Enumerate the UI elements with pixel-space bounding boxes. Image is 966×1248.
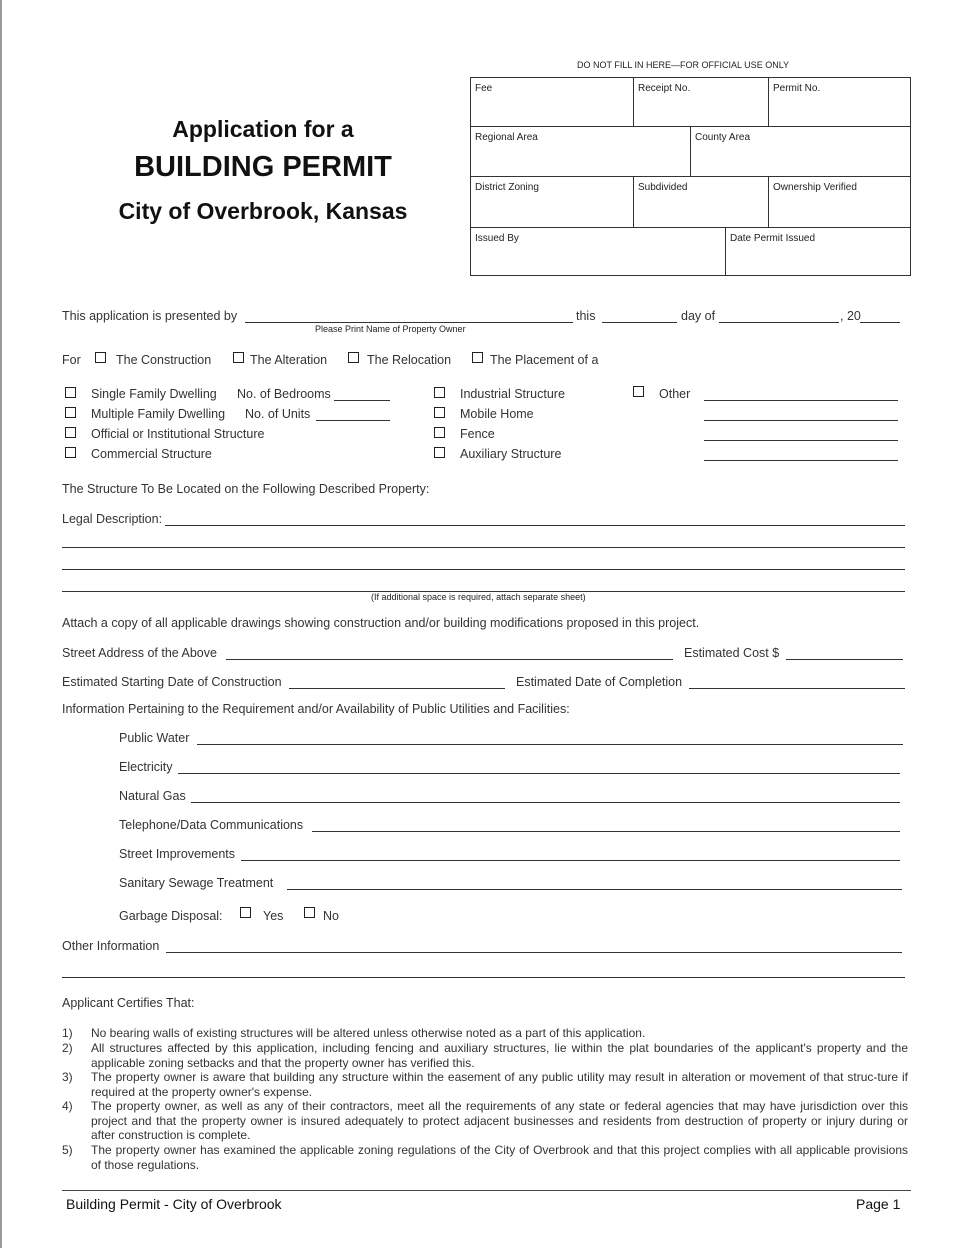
day-of-label: day of [681,309,716,323]
official-use-heading: DO NOT FILL IN HERE—FOR OFFICIAL USE ONLY [577,60,790,70]
bedrooms-field[interactable] [334,400,390,401]
estimated-cost-label: Estimated Cost $ [684,646,780,660]
garbage-yes-checkbox[interactable] [240,907,251,918]
industrial-checkbox[interactable] [434,387,445,398]
property-heading: The Structure To Be Located on the Following Described Property: [62,482,430,496]
placement-label: The Placement of a [490,353,599,367]
ownership-verified-cell: Ownership Verified [773,182,857,193]
title-line-1: Application for a [172,116,354,142]
garbage-no-label: No [323,909,339,923]
auxiliary-label: Auxiliary Structure [460,447,562,461]
telephone-field[interactable] [312,831,900,832]
permit-no-cell: Permit No. [773,83,821,94]
other-field-1[interactable] [704,400,898,401]
title-line-2: BUILDING PERMIT [134,151,392,183]
for-label: For [62,353,81,367]
bedrooms-label: No. of Bedrooms [237,387,331,401]
owner-name-hint: Please Print Name of Property Owner [315,324,466,334]
telephone-label: Telephone/Data Communications [119,818,304,832]
industrial-label: Industrial Structure [460,387,565,401]
date-permit-issued-cell: Date Permit Issued [730,233,816,244]
cert-item-3 [62,1070,908,1099]
public-water-field[interactable] [197,744,903,745]
other-information-label: Other Information [62,939,160,953]
certifies-heading: Applicant Certifies That: [62,996,195,1010]
street-address-label: Street Address of the Above [62,646,217,660]
official-structure-label: Official or Institutional Structure [91,427,265,441]
electricity-label: Electricity [119,760,173,774]
issued-by-cell: Issued By [475,233,519,244]
fence-checkbox[interactable] [434,427,445,438]
commercial-checkbox[interactable] [65,447,76,458]
utilities-heading: Information Pertaining to the Requirement and/or Availability of Public Utilities and Facilities: [62,702,570,716]
completion-date-field[interactable] [689,688,905,689]
start-date-field[interactable] [289,688,505,689]
legal-description-field-2[interactable] [62,547,905,548]
single-family-checkbox[interactable] [65,387,76,398]
garbage-yes-label: Yes [263,909,284,923]
cert-text: The property owner is aware that building any structure within the easement of any public utility may result in alteration or movement of that struc-ture if required at the property owner's expense. [91,1070,908,1099]
year-field[interactable] [860,322,900,323]
county-area-cell: County Area [695,132,751,143]
relocation-label: The Relocation [367,353,452,367]
additional-space-note: (If additional space is required, attach separate sheet) [371,592,586,602]
alteration-label: The Alteration [250,353,328,367]
legal-description-label: Legal Description: [62,512,163,526]
attach-drawings-note: Attach a copy of all applicable drawings showing construction and/or building modifications proposed in this project. [62,616,700,630]
public-water-label: Public Water [119,731,190,745]
receipt-no-cell: Receipt No. [638,83,691,94]
page-edge [0,0,2,1248]
commercial-label: Commercial Structure [91,447,212,461]
cert-text: No bearing walls of existing structures will be altered unless otherwise noted as a part of this application. [91,1026,646,1040]
cert-number: 1) [62,1026,73,1040]
month-field[interactable] [719,322,839,323]
legal-description-field-3[interactable] [62,569,905,570]
multiple-family-checkbox[interactable] [65,407,76,418]
estimated-cost-field[interactable] [786,659,903,660]
street-improvements-label: Street Improvements [119,847,236,861]
official-use-box [470,77,911,276]
official-structure-checkbox[interactable] [65,427,76,438]
cert-item-4 [62,1099,908,1143]
fence-label: Fence [460,427,495,441]
footer-title: Building Permit - City of Overbrook [66,1196,282,1212]
other-information-field-2[interactable] [62,977,905,978]
other-field-2[interactable] [704,420,898,421]
mobile-home-checkbox[interactable] [434,407,445,418]
fee-cell: Fee [475,83,493,94]
page-number: Page 1 [856,1196,901,1212]
construction-label: The Construction [116,353,212,367]
natural-gas-field[interactable] [191,802,900,803]
construction-checkbox[interactable] [95,352,106,363]
cert-number: 5) [62,1143,73,1157]
footer-divider [62,1190,911,1191]
other-label: Other [659,387,691,401]
district-zoning-cell: District Zoning [475,182,539,193]
other-field-4[interactable] [704,460,898,461]
cert-item-2 [62,1041,908,1070]
relocation-checkbox[interactable] [348,352,359,363]
cert-item-1 [62,1026,908,1041]
cert-text: All structures affected by this application, including fencing and auxiliary structures, lie within the plat boundaries of the applicant's property and the applicable zoning setbacks and that the property owner has verified this. [91,1041,908,1070]
cert-text: The property owner, as well as any of their contractors, meet all the requirements of any state or federal agencies that may have jurisdiction over this project and that the property owner is insured adequately to protect adjacent businesses and residents from destruction of property or injury during or after construction is complete. [91,1099,908,1142]
single-family-label: Single Family Dwelling [91,387,217,401]
day-field[interactable] [602,322,677,323]
cert-item-5 [62,1143,908,1172]
owner-name-field[interactable] [245,322,573,323]
this-label: this [576,309,596,323]
street-address-field[interactable] [226,659,673,660]
auxiliary-checkbox[interactable] [434,447,445,458]
mobile-home-label: Mobile Home [460,407,534,421]
regional-area-cell: Regional Area [475,132,538,143]
cert-number: 3) [62,1070,73,1084]
year-label: , 20 [840,309,861,323]
natural-gas-label: Natural Gas [119,789,186,803]
units-label: No. of Units [245,407,311,421]
placement-checkbox[interactable] [472,352,483,363]
legal-description-field-1[interactable] [165,525,905,526]
cert-number: 4) [62,1099,73,1113]
street-improvements-field[interactable] [241,860,900,861]
title-line-3: City of Overbrook, Kansas [118,198,408,224]
presented-by-label: This application is presented by [62,309,238,323]
alteration-checkbox[interactable] [233,352,244,363]
multiple-family-label: Multiple Family Dwelling [91,407,226,421]
subdivided-cell: Subdivided [638,182,688,193]
start-date-label: Estimated Starting Date of Construction [62,675,282,689]
other-checkbox[interactable] [633,386,644,397]
cert-number: 2) [62,1041,73,1055]
other-information-field-1[interactable] [166,952,902,953]
electricity-field[interactable] [178,773,900,774]
units-field[interactable] [316,420,390,421]
cert-text: The property owner has examined the applicable zoning regulations of the City of Overbrook and that this project complies with all applicable provisions of those regulations. [91,1143,908,1172]
other-field-3[interactable] [704,440,898,441]
sewage-label: Sanitary Sewage Treatment [119,876,274,890]
garbage-no-checkbox[interactable] [304,907,315,918]
completion-date-label: Estimated Date of Completion [516,675,683,689]
sewage-field[interactable] [287,889,902,890]
garbage-disposal-label: Garbage Disposal: [119,909,223,923]
